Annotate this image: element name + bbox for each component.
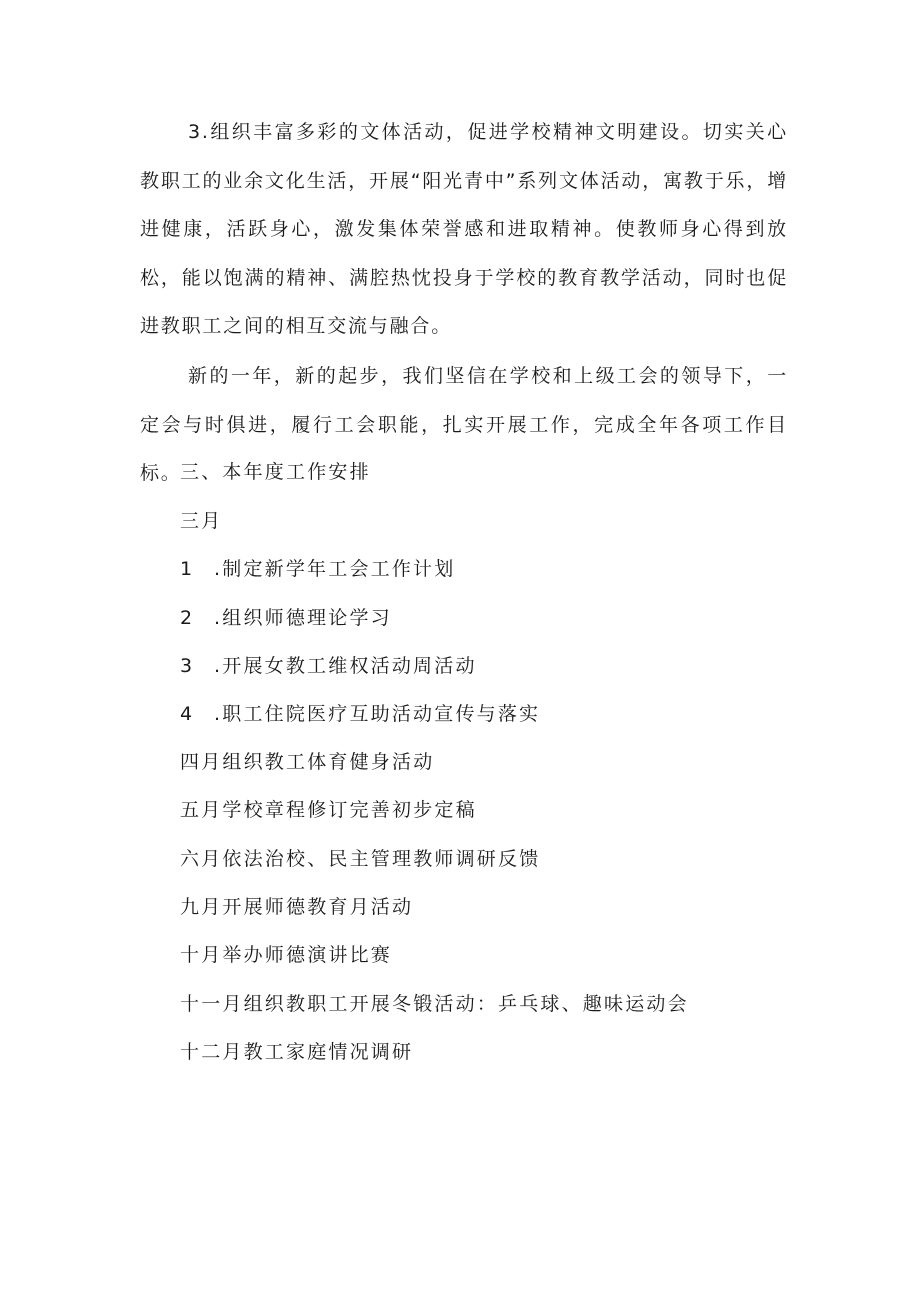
list-item-number: 1	[180, 558, 193, 580]
paragraph-new-year: 新的一年，新的起步，我们坚信在学校和上级工会的领导下，一定会与时俱进，履行工会职能，扎实开展工作，完成全年各项工作目标。	[140, 365, 788, 485]
list-item-text: .组织师德理论学习	[214, 607, 392, 629]
list-item-number: 2	[180, 607, 193, 629]
list-item-text: .开展女教工维权活动周活动	[214, 655, 477, 677]
month-item-september: 九月开展师德教育月活动	[180, 896, 414, 918]
month-item-may: 五月学校章程修订完善初步定稿	[180, 799, 477, 821]
list-item	[180, 653, 477, 679]
month-item-april: 四月组织教工体育健身活动	[180, 751, 435, 773]
month-heading-march: 三月	[180, 510, 223, 532]
list-item-number: 3	[180, 655, 193, 677]
list-item	[180, 605, 392, 631]
month-item-june: 六月依法治校、民主管理教师调研反馈	[180, 848, 541, 870]
section-heading: 三、本年度工作安排	[180, 461, 371, 483]
list-item-text: .职工住院医疗互助活动宣传与落实	[214, 703, 541, 725]
paragraph-cultural-activities: 3.组织丰富多彩的文体活动，促进学校精神文明建设。切实关心教职工的业余文化生活，开展“阳光青中”系列文体活动，寓教于乐，增进健康，活跃身心，激发集体荣誉感和进取精神。使教师身心得到放松，能以饱满的精神、满腔热忱投身于学校的教育教学活动，同时也促进教职工之间的相互交流与融合。	[140, 121, 788, 338]
month-item-december: 十二月教工家庭情况调研	[180, 1041, 414, 1063]
list-item-number: 4	[180, 703, 193, 725]
list-item-text: .制定新学年工会工作计划	[214, 558, 456, 580]
month-item-november: 十一月组织教职工开展冬锻活动：乒乓球、趣味运动会	[180, 993, 689, 1015]
month-item-october: 十月举办师德演讲比赛	[180, 944, 393, 966]
list-item	[180, 701, 540, 727]
list-item	[180, 556, 455, 582]
